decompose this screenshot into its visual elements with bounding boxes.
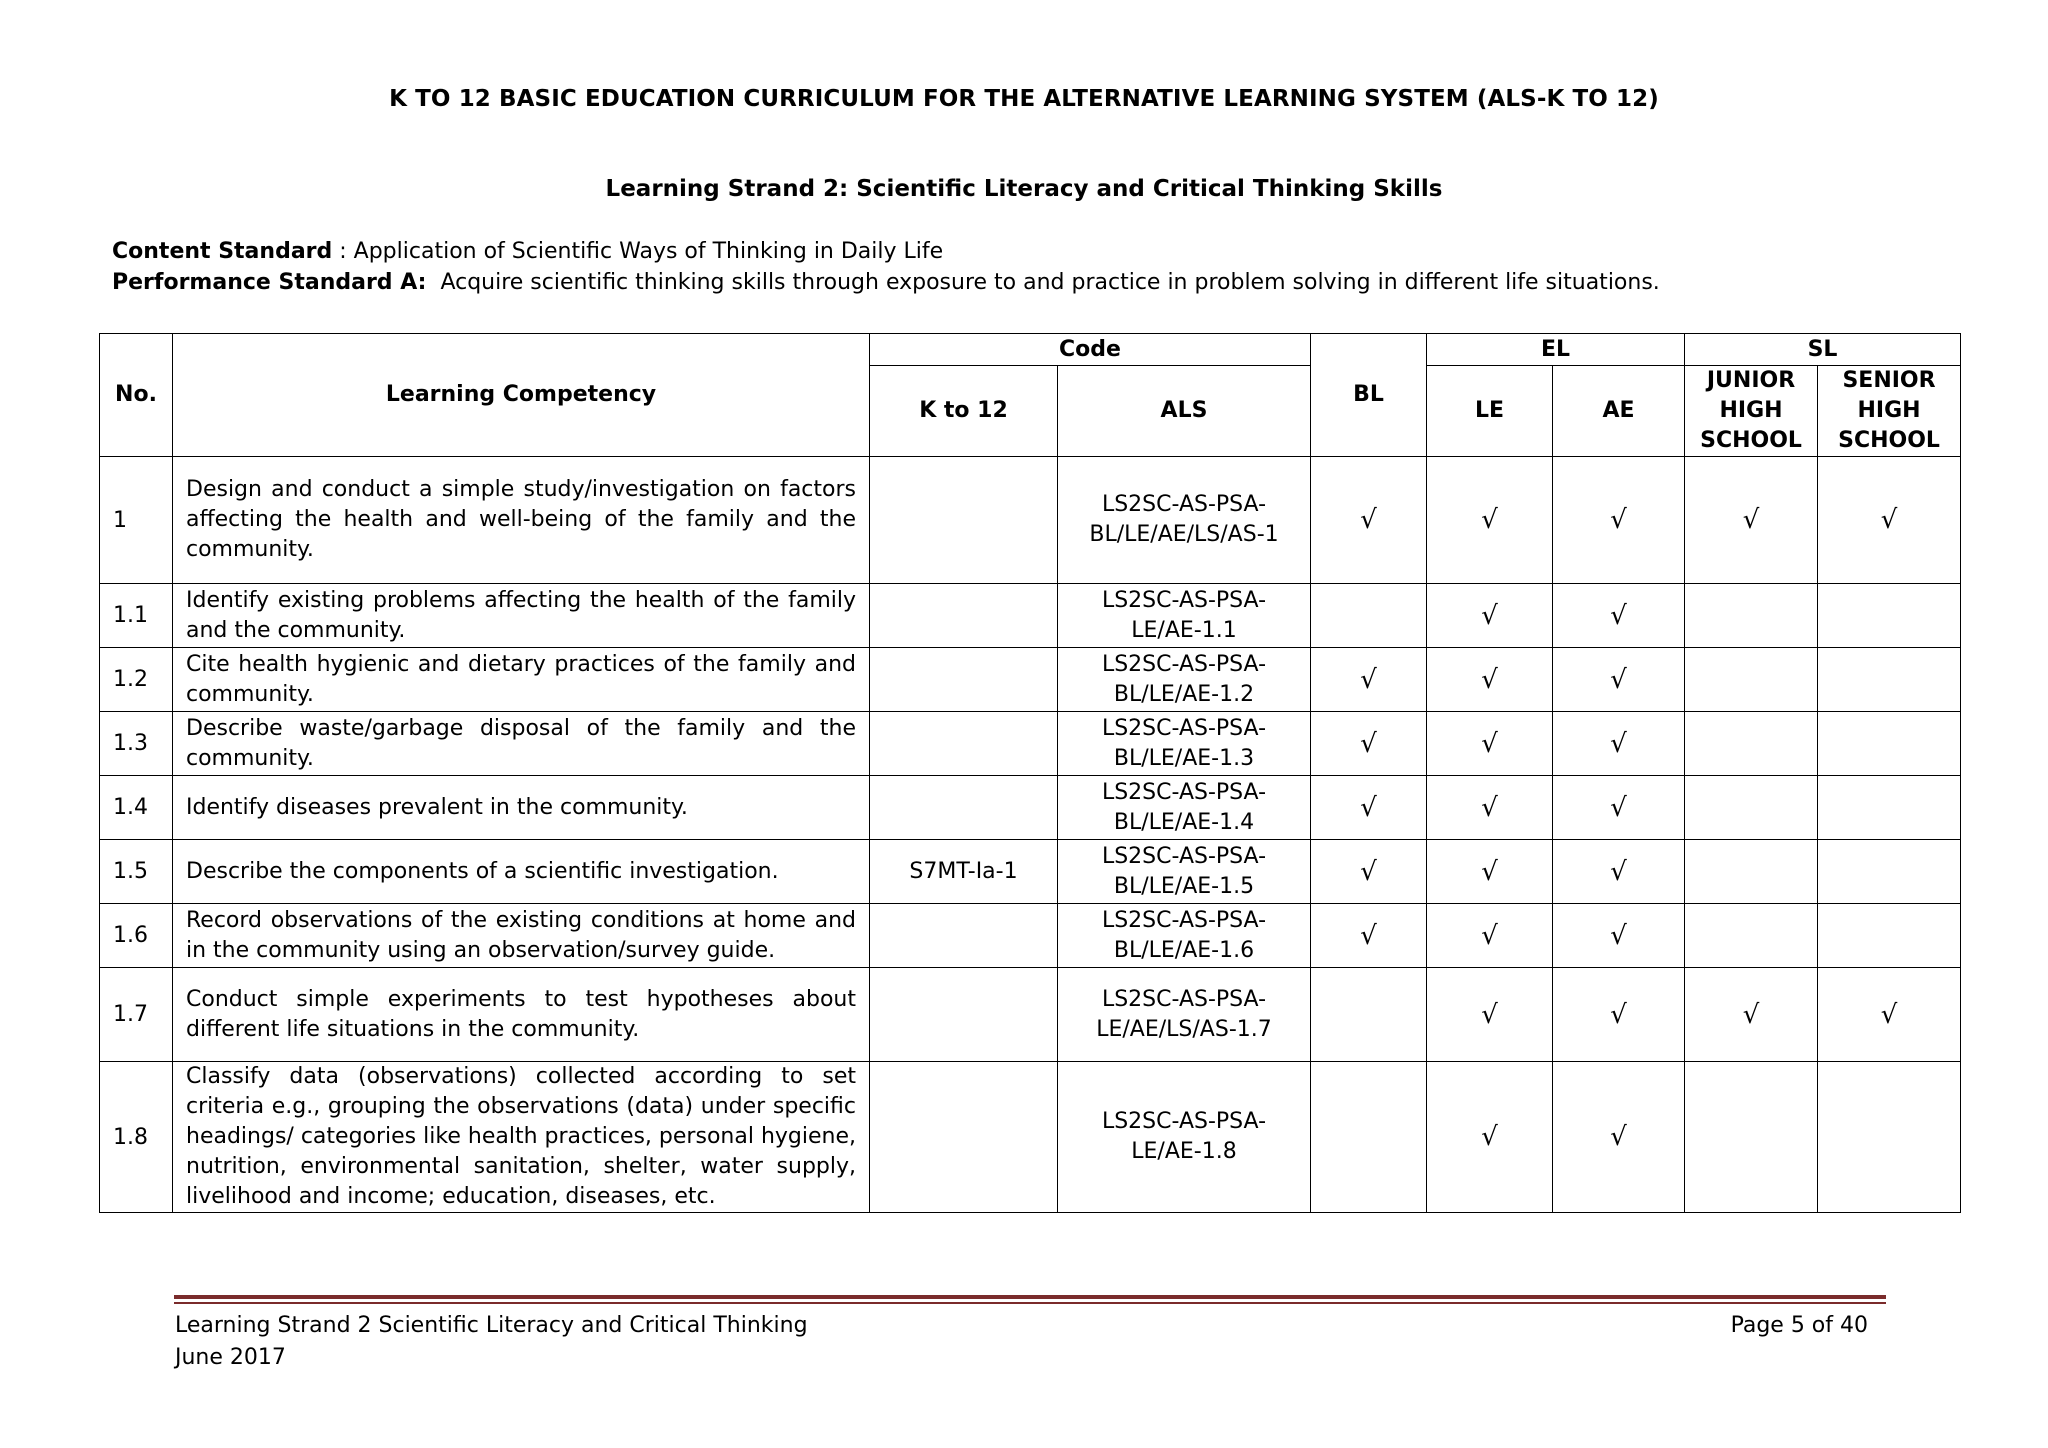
row-als-code	[1058, 840, 1311, 904]
table-row	[100, 648, 1961, 712]
row-no: 1.5	[100, 840, 173, 904]
header-jhs-line: JUNIOR	[1706, 368, 1796, 393]
row-k12-code	[870, 457, 1058, 584]
row-jhs-check: √	[1685, 968, 1818, 1062]
row-bl-check: √	[1311, 457, 1427, 584]
row-competency: Conduct simple experiments to test hypotheses about different life situations in the community.	[173, 968, 870, 1062]
header-sl: SL	[1685, 334, 1961, 366]
row-als-code	[1058, 457, 1311, 584]
row-no: 1.8	[100, 1062, 173, 1213]
als-code-line: LS2SC-AS-PSA-	[1101, 986, 1267, 1012]
als-code-line: LS2SC-AS-PSA-	[1101, 587, 1267, 613]
row-le-check: √	[1427, 840, 1553, 904]
row-le-check: √	[1427, 776, 1553, 840]
row-k12-code	[870, 712, 1058, 776]
row-competency: Describe the components of a scientific investigation.	[173, 840, 870, 904]
row-competency: Identify existing problems affecting the health of the family and the community.	[173, 584, 870, 648]
row-k12-code	[870, 968, 1058, 1062]
row-shs-check: √	[1818, 968, 1961, 1062]
row-jhs-check: √	[1685, 457, 1818, 584]
als-code-line: LE/AE-1.1	[1131, 617, 1237, 643]
competency-table	[99, 333, 1961, 1213]
row-le-check: √	[1427, 584, 1553, 648]
table-row	[100, 584, 1961, 648]
header-competency: Learning Competency	[173, 334, 870, 457]
row-ae-check: √	[1553, 457, 1685, 584]
table-row	[100, 1062, 1961, 1213]
row-k12-code: S7MT-Ia-1	[870, 840, 1058, 904]
row-als-code	[1058, 584, 1311, 648]
als-code-line: LS2SC-AS-PSA-	[1101, 492, 1267, 517]
row-le-check: √	[1427, 712, 1553, 776]
row-bl-check	[1311, 1062, 1427, 1213]
row-competency: Record observations of the existing conditions at home and in the community using an observation/survey guide.	[173, 904, 870, 968]
als-code-line: BL/LE/AE-1.2	[1113, 681, 1255, 707]
footer-divider-thin	[174, 1302, 1886, 1304]
row-shs-check: √	[1818, 457, 1961, 584]
als-code-line: BL/LE/AE/LS/AS-1	[1089, 522, 1279, 547]
row-ae-check: √	[1553, 1062, 1685, 1213]
header-als: ALS	[1058, 366, 1311, 457]
header-no: No.	[100, 334, 173, 457]
als-code-line: LS2SC-AS-PSA-	[1101, 907, 1267, 933]
als-code-line: LS2SC-AS-PSA-	[1101, 715, 1267, 741]
row-shs-check	[1818, 776, 1961, 840]
row-competency: Cite health hygienic and dietary practices of the family and community.	[173, 648, 870, 712]
header-shs-line: HIGH	[1857, 398, 1921, 423]
header-el: EL	[1427, 334, 1685, 366]
row-ae-check: √	[1553, 584, 1685, 648]
row-no: 1.3	[100, 712, 173, 776]
content-standard-label: Content Standard	[112, 239, 333, 264]
content-standard-text: Application of Scientific Ways of Thinking in Daily Life	[353, 239, 944, 264]
header-k12: K to 12	[870, 366, 1058, 457]
table-row	[100, 712, 1961, 776]
row-bl-check: √	[1311, 712, 1427, 776]
content-standard	[112, 239, 943, 264]
header-junior-high-school	[1685, 366, 1818, 457]
table-row	[100, 457, 1961, 584]
row-shs-check	[1818, 904, 1961, 968]
als-code-line: LE/AE-1.8	[1131, 1139, 1237, 1164]
row-ae-check: √	[1553, 904, 1685, 968]
header-jhs-line: SCHOOL	[1700, 428, 1802, 453]
row-ae-check: √	[1553, 840, 1685, 904]
row-bl-check: √	[1311, 840, 1427, 904]
row-bl-check	[1311, 584, 1427, 648]
als-code-line: LS2SC-AS-PSA-	[1101, 1109, 1267, 1134]
table-row	[100, 776, 1961, 840]
als-code-line: BL/LE/AE-1.4	[1113, 809, 1255, 835]
row-als-code	[1058, 1062, 1311, 1213]
als-code-line: BL/LE/AE-1.6	[1113, 937, 1255, 963]
row-le-check: √	[1427, 968, 1553, 1062]
row-ae-check: √	[1553, 712, 1685, 776]
row-shs-check	[1818, 584, 1961, 648]
header-shs-line: SCHOOL	[1838, 428, 1940, 453]
row-bl-check: √	[1311, 648, 1427, 712]
row-als-code	[1058, 776, 1311, 840]
document-title: K TO 12 BASIC EDUCATION CURRICULUM FOR THE ALTERNATIVE LEARNING SYSTEM (ALS-K TO 12)	[389, 86, 1659, 112]
row-jhs-check	[1685, 1062, 1818, 1213]
row-no: 1	[100, 457, 173, 584]
footer-divider	[174, 1295, 1886, 1299]
row-competency: Design and conduct a simple study/investigation on factors affecting the health and well-being of the family and the community.	[173, 457, 870, 584]
row-le-check: √	[1427, 648, 1553, 712]
row-shs-check	[1818, 840, 1961, 904]
row-shs-check	[1818, 712, 1961, 776]
row-bl-check	[1311, 968, 1427, 1062]
row-no: 1.4	[100, 776, 173, 840]
table-row	[100, 968, 1961, 1062]
footer-date: June 2017	[175, 1345, 286, 1370]
performance-standard	[112, 270, 1660, 295]
performance-standard-label: Performance Standard A:	[112, 270, 427, 295]
row-no: 1.2	[100, 648, 173, 712]
als-code-line: LE/AE/LS/AS-1.7	[1096, 1016, 1272, 1042]
row-jhs-check	[1685, 840, 1818, 904]
row-shs-check	[1818, 648, 1961, 712]
header-jhs-line: HIGH	[1719, 398, 1783, 423]
row-competency: Describe waste/garbage disposal of the family and the community.	[173, 712, 870, 776]
row-als-code	[1058, 648, 1311, 712]
row-k12-code	[870, 904, 1058, 968]
row-ae-check: √	[1553, 648, 1685, 712]
row-jhs-check	[1685, 712, 1818, 776]
strand-title: Learning Strand 2: Scientific Literacy and Critical Thinking Skills	[605, 176, 1443, 202]
header-le: LE	[1427, 366, 1553, 457]
row-ae-check: √	[1553, 776, 1685, 840]
row-jhs-check	[1685, 584, 1818, 648]
row-no: 1.7	[100, 968, 173, 1062]
als-code-line: LS2SC-AS-PSA-	[1101, 779, 1267, 805]
header-senior-high-school	[1818, 366, 1961, 457]
row-jhs-check	[1685, 648, 1818, 712]
table-row	[100, 840, 1961, 904]
row-als-code	[1058, 904, 1311, 968]
footer-strand: Learning Strand 2 Scientific Literacy and Critical Thinking	[175, 1313, 808, 1338]
footer-left	[175, 1310, 808, 1374]
row-k12-code	[870, 584, 1058, 648]
row-competency: Identify diseases prevalent in the community.	[173, 776, 870, 840]
table-row	[100, 904, 1961, 968]
row-ae-check: √	[1553, 968, 1685, 1062]
row-le-check: √	[1427, 457, 1553, 584]
header-shs-line: SENIOR	[1842, 368, 1936, 393]
row-k12-code	[870, 776, 1058, 840]
row-bl-check: √	[1311, 776, 1427, 840]
row-k12-code	[870, 648, 1058, 712]
als-code-line: LS2SC-AS-PSA-	[1101, 651, 1267, 677]
row-als-code	[1058, 968, 1311, 1062]
row-no: 1.6	[100, 904, 173, 968]
row-jhs-check	[1685, 904, 1818, 968]
header-ae: AE	[1553, 366, 1685, 457]
row-jhs-check	[1685, 776, 1818, 840]
content-standard-separator: :	[332, 239, 354, 264]
row-shs-check	[1818, 1062, 1961, 1213]
row-k12-code	[870, 1062, 1058, 1213]
als-code-line: BL/LE/AE-1.5	[1113, 873, 1255, 899]
row-bl-check: √	[1311, 904, 1427, 968]
row-als-code	[1058, 712, 1311, 776]
row-le-check: √	[1427, 904, 1553, 968]
als-code-line: BL/LE/AE-1.3	[1113, 745, 1255, 771]
als-code-line: LS2SC-AS-PSA-	[1101, 843, 1267, 869]
row-le-check: √	[1427, 1062, 1553, 1213]
row-competency: Classify data (observations) collected according to set criteria e.g., grouping the observations (data) under specific headings/ categories like health practices, personal hygiene, nutrition, environmental sanitation, shelter, water supply, livelihood and income; education, diseases, etc.	[173, 1062, 870, 1213]
header-bl: BL	[1311, 334, 1427, 457]
performance-standard-text: Acquire scientific thinking skills through exposure to and practice in problem solving in different life situations.	[440, 270, 1660, 295]
header-code: Code	[870, 334, 1311, 366]
page-number: Page 5 of 40	[1730, 1313, 1868, 1338]
row-no: 1.1	[100, 584, 173, 648]
